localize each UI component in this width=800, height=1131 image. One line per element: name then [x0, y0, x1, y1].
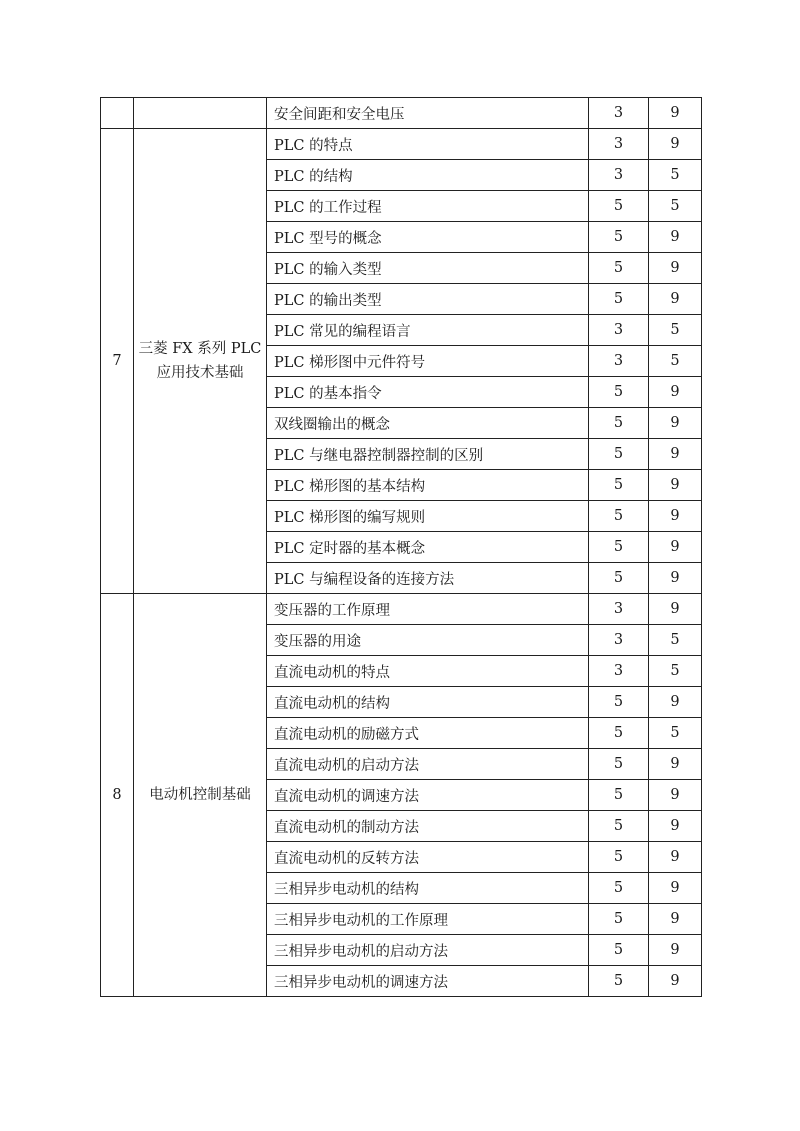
value-column-a: 5 [589, 253, 649, 284]
value-column-a: 5 [589, 935, 649, 966]
value-column-a: 5 [589, 563, 649, 594]
value-column-b: 5 [649, 315, 702, 346]
knowledge-point: PLC 与编程设备的连接方法 [267, 563, 589, 594]
value-column-b: 5 [649, 160, 702, 191]
value-column-a: 3 [589, 594, 649, 625]
value-column-b: 9 [649, 563, 702, 594]
knowledge-point: 直流电动机的制动方法 [267, 811, 589, 842]
value-column-b: 9 [649, 594, 702, 625]
section-unit-name [134, 594, 267, 997]
section-number: 8 [101, 594, 134, 997]
knowledge-point: 三相异步电动机的工作原理 [267, 904, 589, 935]
value-column-a: 3 [589, 346, 649, 377]
table-row [101, 594, 702, 625]
knowledge-point: 双线圈输出的概念 [267, 408, 589, 439]
value-column-b: 9 [649, 811, 702, 842]
knowledge-point: 直流电动机的调速方法 [267, 780, 589, 811]
value-column-b: 9 [649, 98, 702, 129]
value-column-b: 9 [649, 284, 702, 315]
table-row [101, 98, 702, 129]
value-column-a: 5 [589, 811, 649, 842]
value-column-a: 3 [589, 98, 649, 129]
knowledge-point: 直流电动机的结构 [267, 687, 589, 718]
value-column-b: 5 [649, 346, 702, 377]
value-column-b: 9 [649, 129, 702, 160]
section-unit-name [134, 129, 267, 594]
value-column-b: 9 [649, 501, 702, 532]
value-column-b: 5 [649, 191, 702, 222]
knowledge-point: 直流电动机的反转方法 [267, 842, 589, 873]
unit-name-line: 电动机控制基础 [149, 787, 251, 803]
value-column-b: 9 [649, 966, 702, 997]
value-column-a: 5 [589, 687, 649, 718]
knowledge-point: PLC 常见的编程语言 [267, 315, 589, 346]
value-column-a: 5 [589, 439, 649, 470]
knowledge-point: 直流电动机的启动方法 [267, 749, 589, 780]
knowledge-point: PLC 型号的概念 [267, 222, 589, 253]
value-column-b: 9 [649, 377, 702, 408]
value-column-b: 9 [649, 873, 702, 904]
table-body [101, 98, 702, 997]
value-column-b: 9 [649, 780, 702, 811]
knowledge-point: 直流电动机的励磁方式 [267, 718, 589, 749]
value-column-a: 5 [589, 501, 649, 532]
value-column-a: 5 [589, 842, 649, 873]
value-column-a: 5 [589, 532, 649, 563]
value-column-b: 9 [649, 470, 702, 501]
value-column-a: 5 [589, 408, 649, 439]
knowledge-point: PLC 的结构 [267, 160, 589, 191]
value-column-a: 3 [589, 625, 649, 656]
knowledge-point: 变压器的用途 [267, 625, 589, 656]
knowledge-point: 三相异步电动机的结构 [267, 873, 589, 904]
unit-name-line: 三菱 FX 系列 PLC [138, 341, 262, 357]
value-column-b: 9 [649, 253, 702, 284]
value-column-a: 5 [589, 191, 649, 222]
value-column-b: 9 [649, 222, 702, 253]
knowledge-point: PLC 梯形图中元件符号 [267, 346, 589, 377]
value-column-a: 3 [589, 656, 649, 687]
value-column-b: 9 [649, 749, 702, 780]
value-column-a: 5 [589, 780, 649, 811]
value-column-a: 5 [589, 470, 649, 501]
value-column-a: 3 [589, 129, 649, 160]
knowledge-point: 三相异步电动机的启动方法 [267, 935, 589, 966]
value-column-a: 3 [589, 315, 649, 346]
knowledge-point: PLC 的基本指令 [267, 377, 589, 408]
knowledge-point: 变压器的工作原理 [267, 594, 589, 625]
value-column-b: 5 [649, 656, 702, 687]
value-column-a: 3 [589, 160, 649, 191]
knowledge-point: PLC 的输出类型 [267, 284, 589, 315]
knowledge-point: PLC 的输入类型 [267, 253, 589, 284]
value-column-a: 5 [589, 904, 649, 935]
section-number: 7 [101, 129, 134, 594]
knowledge-point: 三相异步电动机的调速方法 [267, 966, 589, 997]
value-column-a: 5 [589, 222, 649, 253]
knowledge-point: PLC 梯形图的基本结构 [267, 470, 589, 501]
value-column-a: 5 [589, 966, 649, 997]
value-column-b: 9 [649, 904, 702, 935]
section-number [101, 98, 134, 129]
knowledge-point: 安全间距和安全电压 [267, 98, 589, 129]
value-column-a: 5 [589, 873, 649, 904]
knowledge-point: PLC 梯形图的编写规则 [267, 501, 589, 532]
section-unit-name [134, 98, 267, 129]
curriculum-table [100, 97, 702, 997]
knowledge-point: 直流电动机的特点 [267, 656, 589, 687]
knowledge-point: PLC 的工作过程 [267, 191, 589, 222]
value-column-b: 9 [649, 687, 702, 718]
value-column-a: 5 [589, 749, 649, 780]
knowledge-point: PLC 的特点 [267, 129, 589, 160]
value-column-b: 5 [649, 718, 702, 749]
value-column-a: 5 [589, 377, 649, 408]
value-column-b: 9 [649, 935, 702, 966]
value-column-b: 5 [649, 625, 702, 656]
value-column-a: 5 [589, 284, 649, 315]
table-row [101, 129, 702, 160]
unit-name-line: 应用技术基础 [156, 365, 244, 381]
value-column-b: 9 [649, 532, 702, 563]
value-column-b: 9 [649, 842, 702, 873]
knowledge-point: PLC 与继电器控制器控制的区别 [267, 439, 589, 470]
value-column-a: 5 [589, 718, 649, 749]
value-column-b: 9 [649, 408, 702, 439]
knowledge-point: PLC 定时器的基本概念 [267, 532, 589, 563]
value-column-b: 9 [649, 439, 702, 470]
